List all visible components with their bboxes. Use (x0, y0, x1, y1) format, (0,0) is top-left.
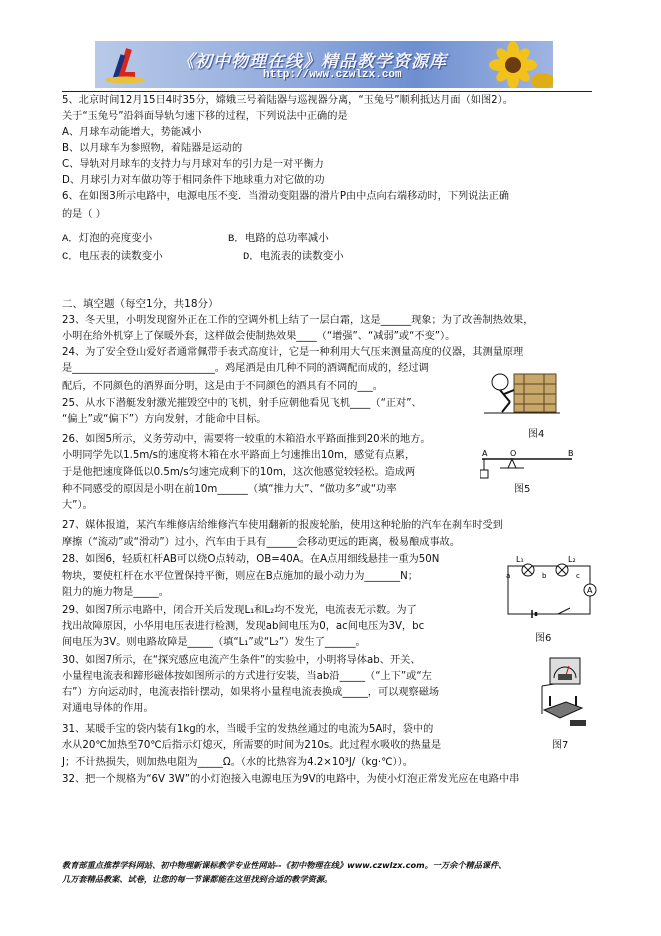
text-line: 找出故障原因，小华用电压表进行检测，发现ab间电压为0，ac间电压为3V，bc (62, 621, 425, 632)
text-line: B、以月球车为参照物，着陆器是运动的 (62, 143, 243, 154)
site-banner (95, 41, 553, 88)
text-line: 28、如图6，轻质杠杆AB可以绕O点转动，OB=40A。在A点用细线悬挂一重为50N (62, 554, 440, 565)
figure-6-label: 图6 (535, 633, 552, 644)
fig6-point-a: a (506, 572, 511, 580)
text-line: 是____________________________。鸡尾酒是由几种不同的酒调配而成的，经过调 (62, 363, 429, 374)
text-line: 24、为了安全登山爱好者通常佩带手表式高度计，它是一种利用大气压来测量高度的仪器，其测量原理 (62, 347, 524, 358)
sunflower-icon (473, 41, 553, 88)
figure-7 (536, 656, 590, 728)
banner-title: 《初中物理在线》精品教学资源库 (177, 52, 447, 72)
figure-4-label: 图4 (528, 429, 545, 440)
fig6-ammeter: A (587, 586, 593, 595)
option-a: A．灯泡的亮度变小 (62, 233, 153, 245)
fig5-point-b: B (568, 449, 574, 458)
fig6-l2: L₂ (568, 556, 576, 564)
fig6-l1: L₁ (516, 556, 524, 564)
fig6-point-c: c (576, 572, 580, 580)
fig5-point-a: A (482, 449, 488, 458)
text-line: 30、如图7所示，在“探究感应电流产生条件”的实验中，小明将导体ab、开关、 (62, 655, 421, 666)
text-line: C、导轨对月球车的支持力与月球对车的引力是一对平衡力 (62, 159, 324, 170)
figure-6 (502, 556, 600, 620)
text-line: 的是（ ） (62, 209, 106, 220)
text-line: 小明在给外机穿上了保暖外套，这样做会使制热效果____（“增强”、“减弱”或“不变”）。 (62, 331, 456, 342)
text-line: 水从20℃加热至70℃后指示灯熄灭，所需要的时间为210s。此过程水吸收的热量是 (62, 740, 442, 751)
text-line: 26、如图5所示，义务劳动中，需要将一较重的木箱沿水平路面推到20米的地方。 (62, 434, 431, 445)
text-line: 29、如图7所示电路中，闭合开关后发现L₁和L₂均不发光，电流表无示数。为了 (62, 605, 417, 616)
figure-4 (484, 368, 560, 416)
option-d: D．电流表的读数变小 (243, 251, 344, 263)
text-line: 阻力的施力物是_____。 (62, 587, 169, 598)
text-line: 小明同学先以1.5m/s的速度将木箱在水平路面上匀速推出10m，感觉有点累， (62, 450, 416, 461)
header-rule (62, 91, 592, 92)
text-line: 23、冬天里，小明发现窗外正在工作的空调外机上结了一层白霜，这是______现象；为了改善制热效果， (62, 315, 534, 326)
fig5-point-o: O (510, 449, 517, 458)
text-line: 小量程电流表和蹄形磁体按如图所示的方式进行安装，当ab沿_____（“上下”或“左 (62, 671, 432, 682)
option-b: B．电路的总功率减小 (228, 233, 329, 245)
text-line: 于是他把速度降低以0.5m/s匀速完成剩下的10m，这次他感觉较轻松。造成两 (62, 467, 416, 478)
figure-7-label: 图7 (552, 740, 569, 751)
text-line: 27、媒体报道，某汽车维修店给维修汽车使用翻新的报废轮胎，使用这种轮胎的汽车在刹车时受到 (62, 520, 503, 531)
option-c: C．电压表的读数变小 (62, 251, 163, 263)
text-line: 大”）。 (62, 500, 93, 511)
text-line: A、月球车动能增大，势能减小 (62, 127, 202, 138)
footer-line-1: 教育部重点推荐学科网站、初中物理新课标教学专业性网站--《初中物理在线》www.czwlzx.com。一万余个精品课件、 (62, 860, 507, 870)
text-line: 配后，不同颜色的酒界面分明，这是由于不同颜色的酒具有不同的___。 (62, 381, 383, 392)
text-line: 对通电导体的作用。 (62, 703, 154, 714)
fig6-point-b: b (542, 572, 547, 580)
text-line: “偏上”或“偏下”）方向发射，才能命中目标。 (62, 414, 267, 425)
text-line: 5、北京时间12月15日4时35分，嫦娥三号着陆器与巡视器分离，“玉兔号”顺利抵达月面（如图2）。 (62, 95, 513, 106)
text-line: 关于“玉兔号”沿斜面导轨匀速下移的过程，下列说法中正确的是 (62, 111, 348, 122)
figure-5-label: 图5 (514, 484, 531, 495)
text-line: 间电压为3V。则电路故障是_____（填“L₁”或“L₂”）发生了______。 (62, 637, 366, 648)
text-line: J；不计热损失，则加热电阻为_____Ω。（水的比热容为4.2×10³J/（kg·℃））。 (62, 757, 413, 768)
text-line: 摩擦（“流动”或“滑动”）过小，汽车由于具有______会移动更远的距离，极易酿成事故。 (62, 537, 461, 548)
text-line: 6、在如图3所示电路中，电源电压不变．当滑动变阻器的滑片P由中点向右端移动时，下列说法正确 (62, 191, 509, 202)
text-line: 物块，要使杠杆在水平位置保持平衡，则应在B点施加的最小动力为_______N； (62, 571, 418, 582)
banner-url: http://www.czwlzx.com (263, 69, 402, 81)
text-line: 31、某暖手宝的袋内装有1kg的水，当暖手宝的发热丝通过的电流为5A时，袋中的 (62, 724, 434, 735)
figure-5 (480, 444, 576, 484)
site-logo-icon (101, 45, 151, 85)
footer-line-2: 几万套精品教案、试卷，让您的每一节课都能在这里找到合适的教学资源。 (62, 874, 333, 884)
text-line: 32、把一个规格为“6V 3W”的小灯泡接入电源电压为9V的电路中，为使小灯泡正常发光应在电路中串 (62, 774, 520, 785)
text-line: 二、填空题（每空1分，共18分） (62, 298, 219, 310)
text-line: 25、从水下潜艇发射激光摧毁空中的飞机，射手应朝他看见飞机____（“正对”、 (62, 398, 422, 409)
text-line: 种不同感受的原因是小明在前10m______（填“推力大”、“做功多”或“功率 (62, 484, 397, 495)
text-line: D、月球引力对车做功等于相同条件下地球重力对它做的功 (62, 175, 325, 186)
text-line: 右”）方向运动时，电流表指针摆动，如果将小量程电流表换成_____，可以观察磁场 (62, 687, 440, 698)
